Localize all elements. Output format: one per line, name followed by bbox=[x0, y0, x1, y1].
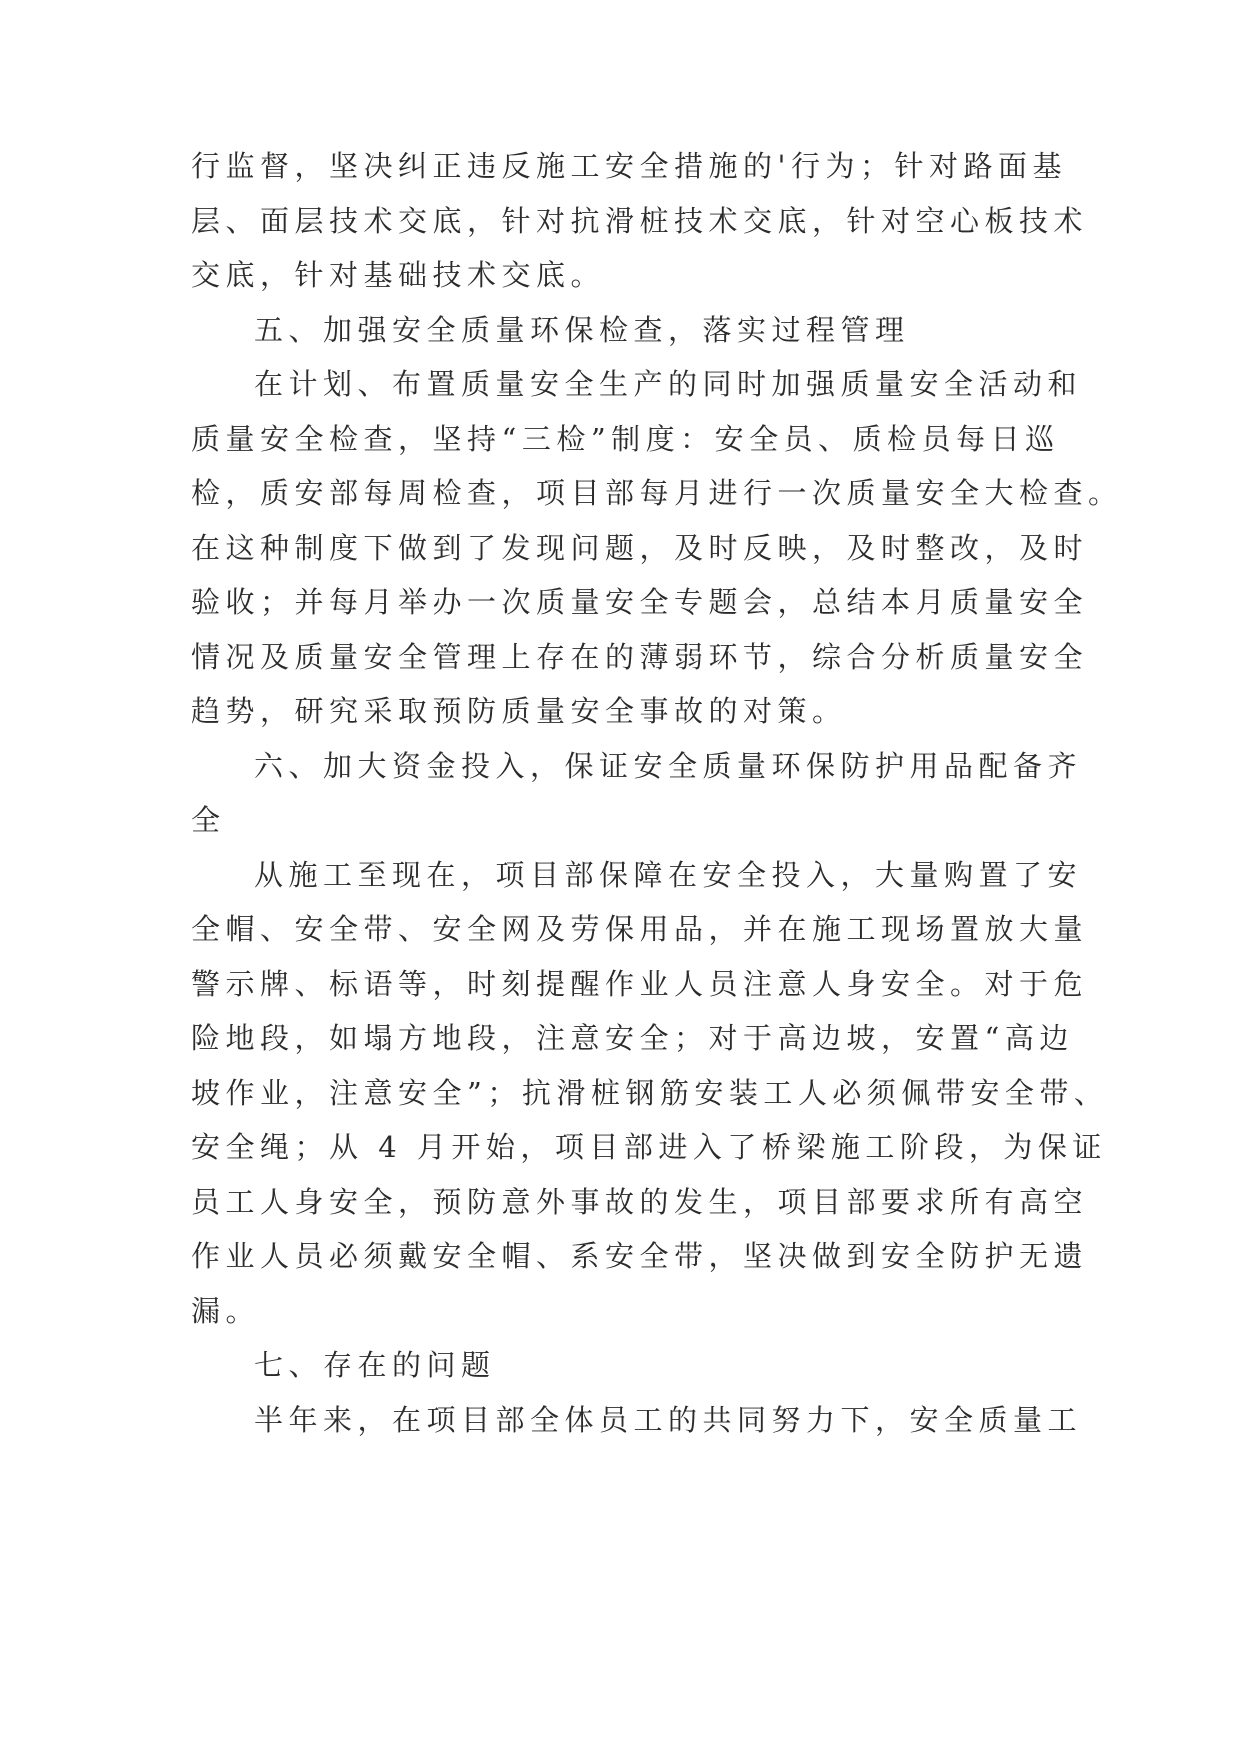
text-line: 半年来，在项目部全体员工的共同努力下，安全质量工 bbox=[254, 1403, 1083, 1437]
text-line: 员工人身安全，预防意外事故的发生，项目部要求所有高空 bbox=[191, 1185, 1089, 1219]
text-line: 作业人员必须戴安全帽、系安全带，坚决做到安全防护无遗 bbox=[191, 1239, 1089, 1273]
text-line: 坡作业，注意安全”；抗滑桩钢筋安装工人必须佩带安全带、 bbox=[191, 1076, 1109, 1110]
text-line: 行监督，坚决纠正违反施工安全措施的'行为；针对路面基 bbox=[191, 149, 1067, 183]
text-line: 验收；并每月举办一次质量安全专题会，总结本月质量安全 bbox=[191, 585, 1089, 619]
section-heading-6: 六、加大资金投入，保证安全质量环保防护用品配备齐 bbox=[254, 749, 1083, 783]
text-line: 情况及质量安全管理上存在的薄弱环节，综合分析质量安全 bbox=[191, 640, 1089, 674]
text-line: 质量安全检查，坚持“三检”制度：安全员、质检员每日巡 bbox=[191, 422, 1060, 456]
text-line: 从施工至现在，项目部保障在安全投入，大量购置了安 bbox=[254, 858, 1083, 892]
text-line: 全帽、安全带、安全网及劳保用品，并在施工现场置放大量 bbox=[191, 912, 1089, 946]
text-line: 险地段，如塌方地段，注意安全；对于高边坡，安置“高边 bbox=[191, 1021, 1074, 1055]
text-line: 在计划、布置质量安全生产的同时加强质量安全活动和 bbox=[254, 367, 1083, 401]
text-line: 趋势，研究采取预防质量安全事故的对策。 bbox=[191, 694, 847, 728]
text-line: 检，质安部每周检查，项目部每月进行一次质量安全大检查。 bbox=[191, 476, 1123, 510]
section-heading-5: 五、加强安全质量环保检查，落实过程管理 bbox=[254, 313, 910, 347]
text-line: 安全绳；从 4 月开始，项目部进入了桥梁施工阶段，为保证 bbox=[191, 1130, 1107, 1164]
text-line: 警示牌、标语等，时刻提醒作业人员注意人身安全。对于危 bbox=[191, 967, 1089, 1001]
text-line: 交底，针对基础技术交底。 bbox=[191, 258, 606, 292]
section-heading-6-continued: 全 bbox=[191, 803, 226, 837]
section-heading-7: 七、存在的问题 bbox=[254, 1348, 496, 1382]
text-line: 漏。 bbox=[191, 1294, 261, 1328]
text-line: 层、面层技术交底，针对抗滑桩技术交底，针对空心板技术 bbox=[191, 204, 1089, 238]
text-line: 在这种制度下做到了发现问题，及时反映，及时整改，及时 bbox=[191, 531, 1089, 565]
